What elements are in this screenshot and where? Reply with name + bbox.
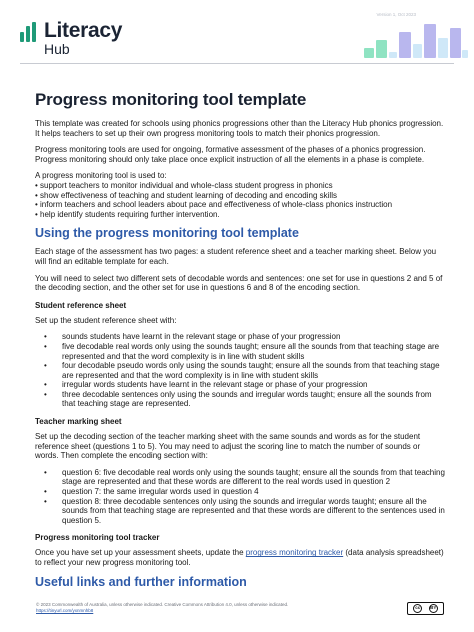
header-divider [20, 63, 454, 64]
version-label: Version 1, Oct 2023 [376, 12, 416, 17]
literacy-hub-logo[interactable] [20, 20, 122, 56]
by-icon: BY [429, 604, 438, 613]
footer-copyright: © 2023 Commonwealth of Australia, unless otherwise indicated. Creative Commons Attribution 4.0, unless otherwise indicated. [36, 602, 289, 607]
teacher-sheet-list [44, 468, 445, 526]
page-header [0, 0, 474, 62]
tracker-paragraph: Once you have set up your assessment sheets, update the progress monitoring tracker (data analysis spreadsheet) to reflect your new progress monitoring tool. [35, 548, 444, 567]
list-item: • five decodable real words only using the sounds taught; ensure all the sounds from that teaching stage are represented and that the word complexity is in line with student skills [44, 342, 445, 361]
teacher-sheet-heading: Teacher marking sheet [35, 417, 122, 427]
uses-list [35, 181, 445, 219]
cc-icon: cc [413, 604, 422, 613]
student-sheet-list [44, 332, 445, 409]
section-heading-links: Useful links and further information [35, 574, 247, 589]
logo-title: Literacy [44, 19, 123, 42]
student-sheet-intro: Set up the student reference sheet with: [35, 315, 177, 325]
footer-url-link[interactable]: https://tinyurl.com/yxnmnhb8 [36, 608, 94, 613]
document-body [35, 90, 445, 596]
list-item: • question 7: the same irregular words used in question 4 [44, 487, 445, 497]
list-item: • inform teachers and school leaders about pace and effectiveness of whole-class phonics instruction [35, 200, 393, 210]
using-paragraph-1: Each stage of the assessment has two pages: a student reference sheet and a teacher marking sheet. Below you will find an editable template for each. [35, 247, 437, 266]
list-item: • irregular words students have learnt in the relevant stage or phase of your progression [44, 380, 445, 390]
list-item: • question 8: three decodable sentences only using the sounds and irregular words taught; ensure all the sounds from that teaching stage are represented and that these words are different to the sentences used in question 5. [44, 497, 445, 526]
logo-subtitle: Hub [44, 41, 70, 57]
list-item: • support teachers to monitor individual and whole-class student progress in phonics [35, 180, 333, 190]
creative-commons-badge-icon[interactable] [407, 602, 444, 615]
intro-paragraph-2: Progress monitoring tools are used for ongoing, formative assessment of the phases of a phonics progression. Progress monitoring should only take place once explicit instruction of all the elements in a phase is complete. [35, 145, 426, 164]
list-item: • four decodable pseudo words only using the sounds taught; ensure all the sounds from that teaching stage are represented and that the word complexity is in line with student skills [44, 361, 445, 380]
teacher-sheet-intro: Set up the decoding section of the teacher marking sheet with the same sounds and words as for the student reference sheet (questions 1 to 5). You may need to adjust the scoring line to match the number of sounds or words. Then complete the encoding section with: [35, 432, 421, 461]
list-item: • help identify students requiring further intervention. [35, 209, 220, 219]
list-item: • show effectiveness of teaching and student learning of decoding and encoding skills [35, 190, 337, 200]
student-sheet-heading: Student reference sheet [35, 300, 127, 310]
progress-monitoring-tracker-link[interactable]: progress monitoring tracker [245, 548, 344, 558]
list-item: • sounds students have learnt in the relevant stage or phase of your progression [44, 332, 445, 342]
section-heading-using: Using the progress monitoring tool template [35, 226, 299, 241]
decorative-bars-graphic [362, 22, 470, 58]
uses-intro: A progress monitoring tool is used to: [35, 171, 167, 181]
logo-bars-icon [20, 22, 40, 42]
tracker-heading: Progress monitoring tool tracker [35, 533, 160, 543]
list-item: • question 6: five decodable real words only using the sounds taught; ensure all the sounds from that teaching stage are represented and that these words are different to the real words used in question 2 [44, 468, 445, 487]
using-paragraph-2: You will need to select two different sets of decodable words and sentences: one set for use in questions 2 and 5 of the decoding section, and the other set for use in questions 6 and 8 of the encoding section. [35, 273, 443, 293]
intro-paragraph-1: This template was created for schools using phonics progressions other than the Literacy Hub phonics progression. It helps teachers to set up their own progress monitoring tools to match their phonics progression. [35, 119, 444, 138]
page-title: Progress monitoring tool template [35, 90, 307, 109]
list-item: • three decodable sentences only using the sounds and irregular words taught; ensure all the sounds from that teaching stage are represented. [44, 390, 445, 409]
page-footer [36, 602, 446, 613]
